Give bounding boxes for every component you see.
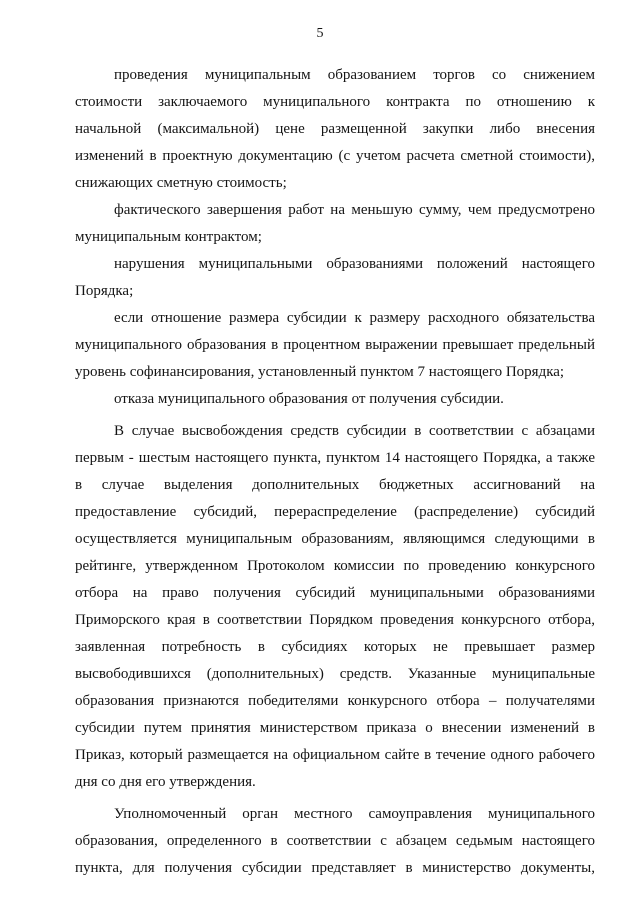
text-line: высвободившихся (дополнительных) средств. Указанные муниципальные <box>75 666 595 682</box>
text-line: образования, определенного в соответствии с абзацем седьмым настоящего <box>75 833 595 849</box>
text-line: в случае выделения дополнительных бюджетных ассигнований на <box>75 477 595 493</box>
text-line: муниципального образования в процентном выражении превышает предельный <box>75 337 595 353</box>
text-line: Приказ, который размещается на официальном сайте в течение одного рабочего <box>75 747 595 763</box>
text-line: отбора на право получения субсидий муниципальными образованиями <box>75 585 595 601</box>
text-line: фактического завершения работ на меньшую сумму, чем предусмотрено <box>114 202 595 218</box>
text-line: стоимости заключаемого муниципального контракта по отношению к <box>75 94 595 110</box>
text-line: уровень софинансирования, установленный пунктом 7 настоящего Порядка; <box>75 364 565 380</box>
text-line: Приморского края в соответствии Порядком проведения конкурсного отбора, <box>75 612 595 628</box>
body-text <box>75 62 595 882</box>
text-line: нарушения муниципальными образованиями положений настоящего <box>114 256 595 272</box>
text-line: снижающих сметную стоимость; <box>75 175 287 191</box>
text-line: изменений в проектную документацию (с учетом расчета сметной стоимости), <box>75 148 595 164</box>
text-line: Уполномоченный орган местного самоуправления муниципального <box>114 806 595 822</box>
text-line: В случае высвобождения средств субсидии в соответствии с абзацами <box>114 423 595 439</box>
text-line: отказа муниципального образования от получения субсидии. <box>114 391 504 407</box>
text-line: если отношение размера субсидии к размеру расходного обязательства <box>114 310 595 326</box>
text-line: образования признаются победителями конкурсного отбора – получателями <box>75 693 595 709</box>
text-line: начальной (максимальной) цене размещенной закупки либо внесения <box>75 121 595 137</box>
text-line: пункта, для получения субсидии представляет в министерство документы, <box>75 860 595 876</box>
text-line: предоставление субсидий, перераспределение (распределение) субсидий <box>75 504 595 520</box>
text-line: дня со дня его утверждения. <box>75 774 256 790</box>
page-number: 5 <box>316 26 324 41</box>
text-line: осуществляется муниципальным образованиям, являющимся следующими в <box>75 531 595 547</box>
text-line: субсидии путем принятия министерством приказа о внесении изменений в <box>75 720 595 736</box>
text-line: заявленная потребность в субсидиях которых не превышает размер <box>75 639 595 655</box>
text-line: первым - шестым настоящего пункта, пунктом 14 настоящего Порядка, а также <box>75 450 595 466</box>
text-line: муниципальным контрактом; <box>75 229 262 245</box>
text-line: проведения муниципальным образованием торгов со снижением <box>114 67 595 83</box>
text-line: Порядка; <box>75 283 134 299</box>
text-line: рейтинге, утвержденном Протоколом комиссии по проведению конкурсного <box>75 558 595 574</box>
